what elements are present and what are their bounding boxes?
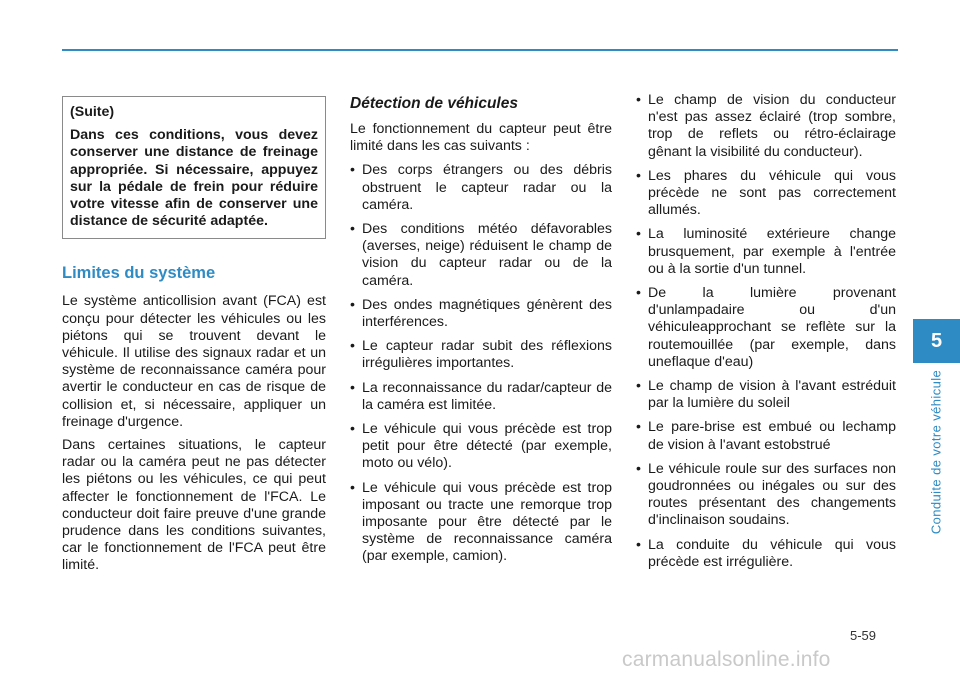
watermark: carmanualsonline.info — [622, 648, 831, 671]
section-title-detection: Détection de véhicules — [350, 95, 518, 112]
continued-note-box — [62, 96, 326, 239]
list-item: • Le champ de vision à l'avant estréduit par la lumière du soleil — [636, 378, 896, 412]
list-item: • Des ondes magnétiques génèrent des interférences. — [350, 297, 612, 331]
list-item: • Le véhicule qui vous précède est trop imposant ou tracte une remorque trop imposante pour être détecté par le système de reconnaissance caméra (par exemple, camion). — [350, 480, 612, 566]
column-middle — [350, 92, 612, 573]
list-item: • Des corps étrangers ou des débris obstruent le capteur radar ou la caméra. — [350, 162, 612, 214]
column-left — [62, 92, 326, 581]
column-right — [636, 92, 896, 578]
conditions-list — [636, 92, 896, 571]
list-item: • Les phares du véhicule qui vous précède ne sont pas correctement allumés. — [636, 168, 896, 220]
detection-list — [350, 162, 612, 565]
note-heading: (Suite) — [70, 104, 115, 120]
list-item: • La luminosité extérieure change brusquement, par exemple à l'entrée ou à la sortie d'un tunnel. — [636, 226, 896, 278]
list-item: • Le véhicule qui vous précède est trop petit pour être détecté (par exemple, moto ou vélo). — [350, 421, 612, 473]
list-item: • Le véhicule roule sur des surfaces non goudronnées ou inégales ou sur des routes présentant des changements d'inclinaison soudains. — [636, 461, 896, 530]
chapter-title-vertical: Conduite de votre véhicule — [928, 369, 944, 535]
page-number: 5-59 — [850, 628, 877, 643]
list-item: • De la lumière provenant d'unlampadaire ou d'un véhiculeapprochant se reflète sur la routemouillée (par exemple, dans uneflaque d'eau) — [636, 285, 896, 371]
note-text: Dans ces conditions, vous devez conserver une distance de freinage appropriée. Si nécessaire, appuyez sur la pédale de frein pour réduire votre vitesse afin de conserver une distance de sécurité adaptée. — [70, 127, 318, 230]
limits-paragraph-1: Le système anticollision avant (FCA) est conçu pour détecter les véhicules ou les piétons qui se trouvent devant le véhicule. Il utilise des signaux radar et un système de reconnaissance caméra pour avertir le conducteur en cas de risque de collision et, si nécessaire, appliquer un freinage d'urgence. — [62, 293, 326, 430]
list-item: • La reconnaissance du radar/capteur de la caméra est limitée. — [350, 380, 612, 414]
list-item: • Des conditions météo défavorables (averses, neige) réduisent le champ de vision du capteur radar ou de la caméra. — [350, 221, 612, 290]
list-item: • La conduite du véhicule qui vous précède est irrégulière. — [636, 537, 896, 571]
detection-intro: Le fonctionnement du capteur peut être limité dans les cas suivants : — [350, 121, 612, 155]
list-item: • Le champ de vision du conducteur n'est pas assez éclairé (trop sombre, trop de reflets ou rétro-éclairage gênant la visibilité du conducteur). — [636, 92, 896, 161]
limits-paragraph-2: Dans certaines situations, le capteur radar ou la caméra peut ne pas détecter les piétons ou les véhicules, ce qui peut affecter le fonctionnement de l'FCA. Le conducteur doit faire preuve d'une grande prudence dans les conditions suivantes, car le fonctionnement de l'FCA peut être limité. — [62, 437, 326, 574]
chapter-number-tab: 5 — [913, 319, 960, 363]
list-item: • Le pare-brise est embué ou lechamp de vision à l'avant estobstrué — [636, 419, 896, 453]
list-item: • Le capteur radar subit des réflexions irrégulières importantes. — [350, 338, 612, 372]
section-title-limits: Limites du système — [62, 264, 216, 283]
top-rule — [62, 49, 898, 51]
